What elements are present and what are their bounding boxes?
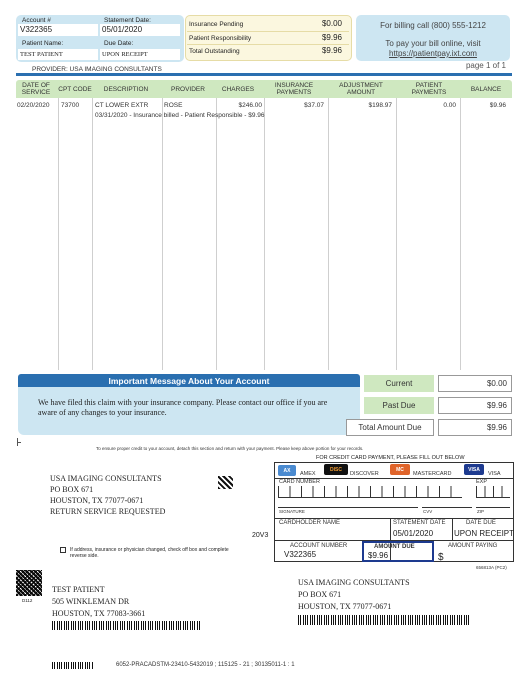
divider	[187, 31, 349, 32]
patient-name: TEST PATIENT	[18, 49, 98, 60]
footer-barcode	[52, 662, 94, 669]
billing-online-text: To pay your bill online, visit	[385, 39, 481, 48]
patient-address-line1: 505 WINKLEMAN DR	[52, 597, 130, 606]
exp-input[interactable]	[476, 486, 510, 498]
card-number-input[interactable]	[278, 486, 462, 498]
return-service-requested: RETURN SERVICE REQUESTED	[50, 507, 166, 516]
discover-label: DISCOVER	[350, 471, 379, 477]
current-value: $0.00	[438, 375, 512, 392]
patient-responsibility-value: $9.96	[321, 33, 342, 42]
billing-call-text: For billing call (800) 555-1212	[380, 21, 486, 30]
visa-label: VISA	[488, 471, 501, 477]
visa-logo-icon: VISA	[464, 464, 484, 475]
code-20v3: 20V3	[252, 532, 269, 539]
column-divider	[460, 98, 461, 370]
cardholder-input[interactable]	[278, 528, 388, 538]
d-code: D112	[22, 598, 33, 603]
account-label: Account #	[22, 17, 51, 24]
message-body: We have filed this claim with your insurance company. Please contact our office if you are aware of any changes to your insurance.	[38, 398, 328, 417]
due-date: UPON RECEIPT	[100, 49, 180, 60]
row-description: CT LOWER EXTR	[95, 102, 149, 109]
detach-marker	[17, 442, 21, 443]
patient-responsibility-label: Patient Responsibility	[189, 35, 252, 42]
account-number: V322365	[18, 24, 98, 36]
patient-address-name: TEST PATIENT	[52, 585, 105, 594]
col-header-balance: BALANCE	[470, 85, 502, 93]
remit-address-name: USA IMAGING CONSULTANTS	[298, 578, 410, 587]
footer-code: 6052-PRACADSTM-23410-5432019 ; 115125 - 21 ; 30135011-1 : 1	[116, 662, 295, 668]
total-amount-due-value: $9.96	[438, 419, 512, 436]
column-divider	[264, 98, 265, 370]
statement-date-label: Statement Date:	[104, 17, 151, 24]
row-cpt: 73700	[61, 102, 80, 109]
dollar-sign: $	[438, 552, 444, 563]
col-header-charges: CHARGES	[221, 85, 255, 93]
total-outstanding-value: $9.96	[321, 46, 342, 55]
address-change-checkbox[interactable]	[60, 547, 66, 553]
return-address-line1: PO BOX 671	[50, 485, 94, 494]
exp-label: EXP	[476, 479, 488, 485]
remit-postal-barcode	[298, 615, 470, 625]
remit-address-line2: HOUSTON, TX 77077-0671	[298, 602, 392, 611]
row-balance: $9.96	[489, 102, 506, 109]
col-header-description: DESCRIPTION	[103, 85, 149, 93]
patient-address-line2: HOUSTON, TX 77083-3661	[52, 609, 146, 618]
col-header-cpt: CPT CODE	[58, 85, 92, 93]
account-number-value: V322365	[284, 550, 317, 559]
card-number-label: CARD NUMBER	[279, 479, 320, 485]
amount-paying-input[interactable]	[446, 561, 510, 562]
qr-code-icon	[218, 476, 233, 489]
card-rule	[274, 518, 514, 519]
insurance-pending-label: Insurance Pending	[189, 21, 244, 28]
mastercard-label: MASTERCARD	[413, 471, 452, 477]
col-header-insurance: INSURANCE PAYMENTS	[274, 82, 314, 96]
current-label: Current	[364, 375, 434, 392]
col-header-adjustment: ADJUSTMENT AMOUNT	[339, 82, 383, 96]
divider	[452, 518, 453, 540]
insurance-pending-value: $0.00	[321, 19, 342, 28]
row-date: 02/20/2020	[17, 102, 50, 109]
accent-rule	[16, 73, 512, 76]
cvv-label: CVV	[423, 509, 433, 514]
signature-label: SIGNATURE	[279, 509, 305, 514]
form-code: 656813A (PC2)	[476, 565, 507, 570]
divider	[187, 44, 349, 45]
past-due-value: $9.96	[438, 397, 512, 414]
return-company-name: USA IMAGING CONSULTANTS	[50, 474, 162, 483]
row-charges: $246.00	[238, 102, 262, 109]
credit-card-title: FOR CREDIT CARD PAYMENT, PLEASE FILL OUT BELOW	[316, 455, 465, 461]
due-date-label: Due Date:	[104, 40, 134, 47]
provider-line: PROVIDER: USA IMAGING CONSULTANTS	[32, 66, 162, 73]
signature-input[interactable]	[278, 500, 418, 508]
column-divider	[58, 98, 59, 370]
column-divider	[92, 98, 93, 370]
column-divider	[216, 98, 217, 370]
patient-postal-barcode	[52, 621, 200, 630]
col-header-date: DATE OF SERVICE	[21, 82, 51, 96]
amex-logo-icon: AX	[278, 465, 296, 476]
cardholder-label: CARDHOLDER NAME	[279, 520, 341, 526]
col-header-patient-payments: PATIENT PAYMENTS	[411, 82, 447, 96]
datamatrix-code-icon	[16, 570, 42, 596]
return-address-line2: HOUSTON, TX 77077-0671	[50, 496, 144, 505]
amount-due-label: AMOUNT DUE	[374, 544, 415, 550]
row-note: 03/31/2020 - Insurance billed - Patient Responsible - $9.96	[95, 112, 265, 119]
mastercard-logo-icon: MC	[390, 464, 410, 475]
col-header-provider: PROVIDER	[171, 85, 205, 93]
column-divider	[162, 98, 163, 370]
row-adjustment: $198.97	[368, 102, 392, 109]
date-due-value: UPON RECEIPT	[454, 529, 515, 538]
address-change-text: If address, insurance or physician changed, check off box and complete reverse side.	[70, 547, 229, 559]
stmt-date-label: STATEMENT DATE	[393, 520, 446, 526]
zip-input[interactable]	[476, 500, 510, 508]
billing-url-link[interactable]: https://patientpay.ixt.com	[389, 49, 477, 58]
stmt-date-value: 05/01/2020	[393, 529, 434, 538]
account-number-label: ACCOUNT NUMBER	[290, 543, 348, 549]
past-due-label: Past Due	[364, 397, 434, 414]
page-indicator: page 1 of 1	[465, 61, 506, 70]
patient-name-label: Patient Name:	[22, 40, 64, 47]
discover-logo-icon: DISC	[324, 464, 348, 475]
date-due-label: DATE DUE	[466, 520, 496, 526]
amex-label: AMEX	[300, 471, 316, 477]
table-header	[16, 80, 512, 98]
row-insurance: $37.07	[304, 102, 324, 109]
cvv-input[interactable]	[422, 500, 472, 508]
column-divider	[328, 98, 329, 370]
row-provider: ROSE	[164, 102, 183, 109]
zip-label: ZIP	[477, 509, 485, 514]
statement-date: 05/01/2020	[100, 24, 180, 36]
amount-paying-label: AMOUNT PAYING	[448, 543, 498, 549]
message-title: Important Message About Your Account	[108, 376, 270, 386]
remit-address-line1: PO BOX 671	[298, 590, 342, 599]
column-divider	[396, 98, 397, 370]
total-outstanding-label: Total Outstanding	[189, 48, 240, 55]
detach-text: To ensure proper credit to your account, detach this section and return with your payment. Please keep above portion for your records.	[96, 446, 364, 451]
amount-due-value: $9.96	[368, 551, 389, 560]
total-amount-due-label: Total Amount Due	[346, 419, 434, 436]
row-patient-payments: 0.00	[443, 102, 456, 109]
